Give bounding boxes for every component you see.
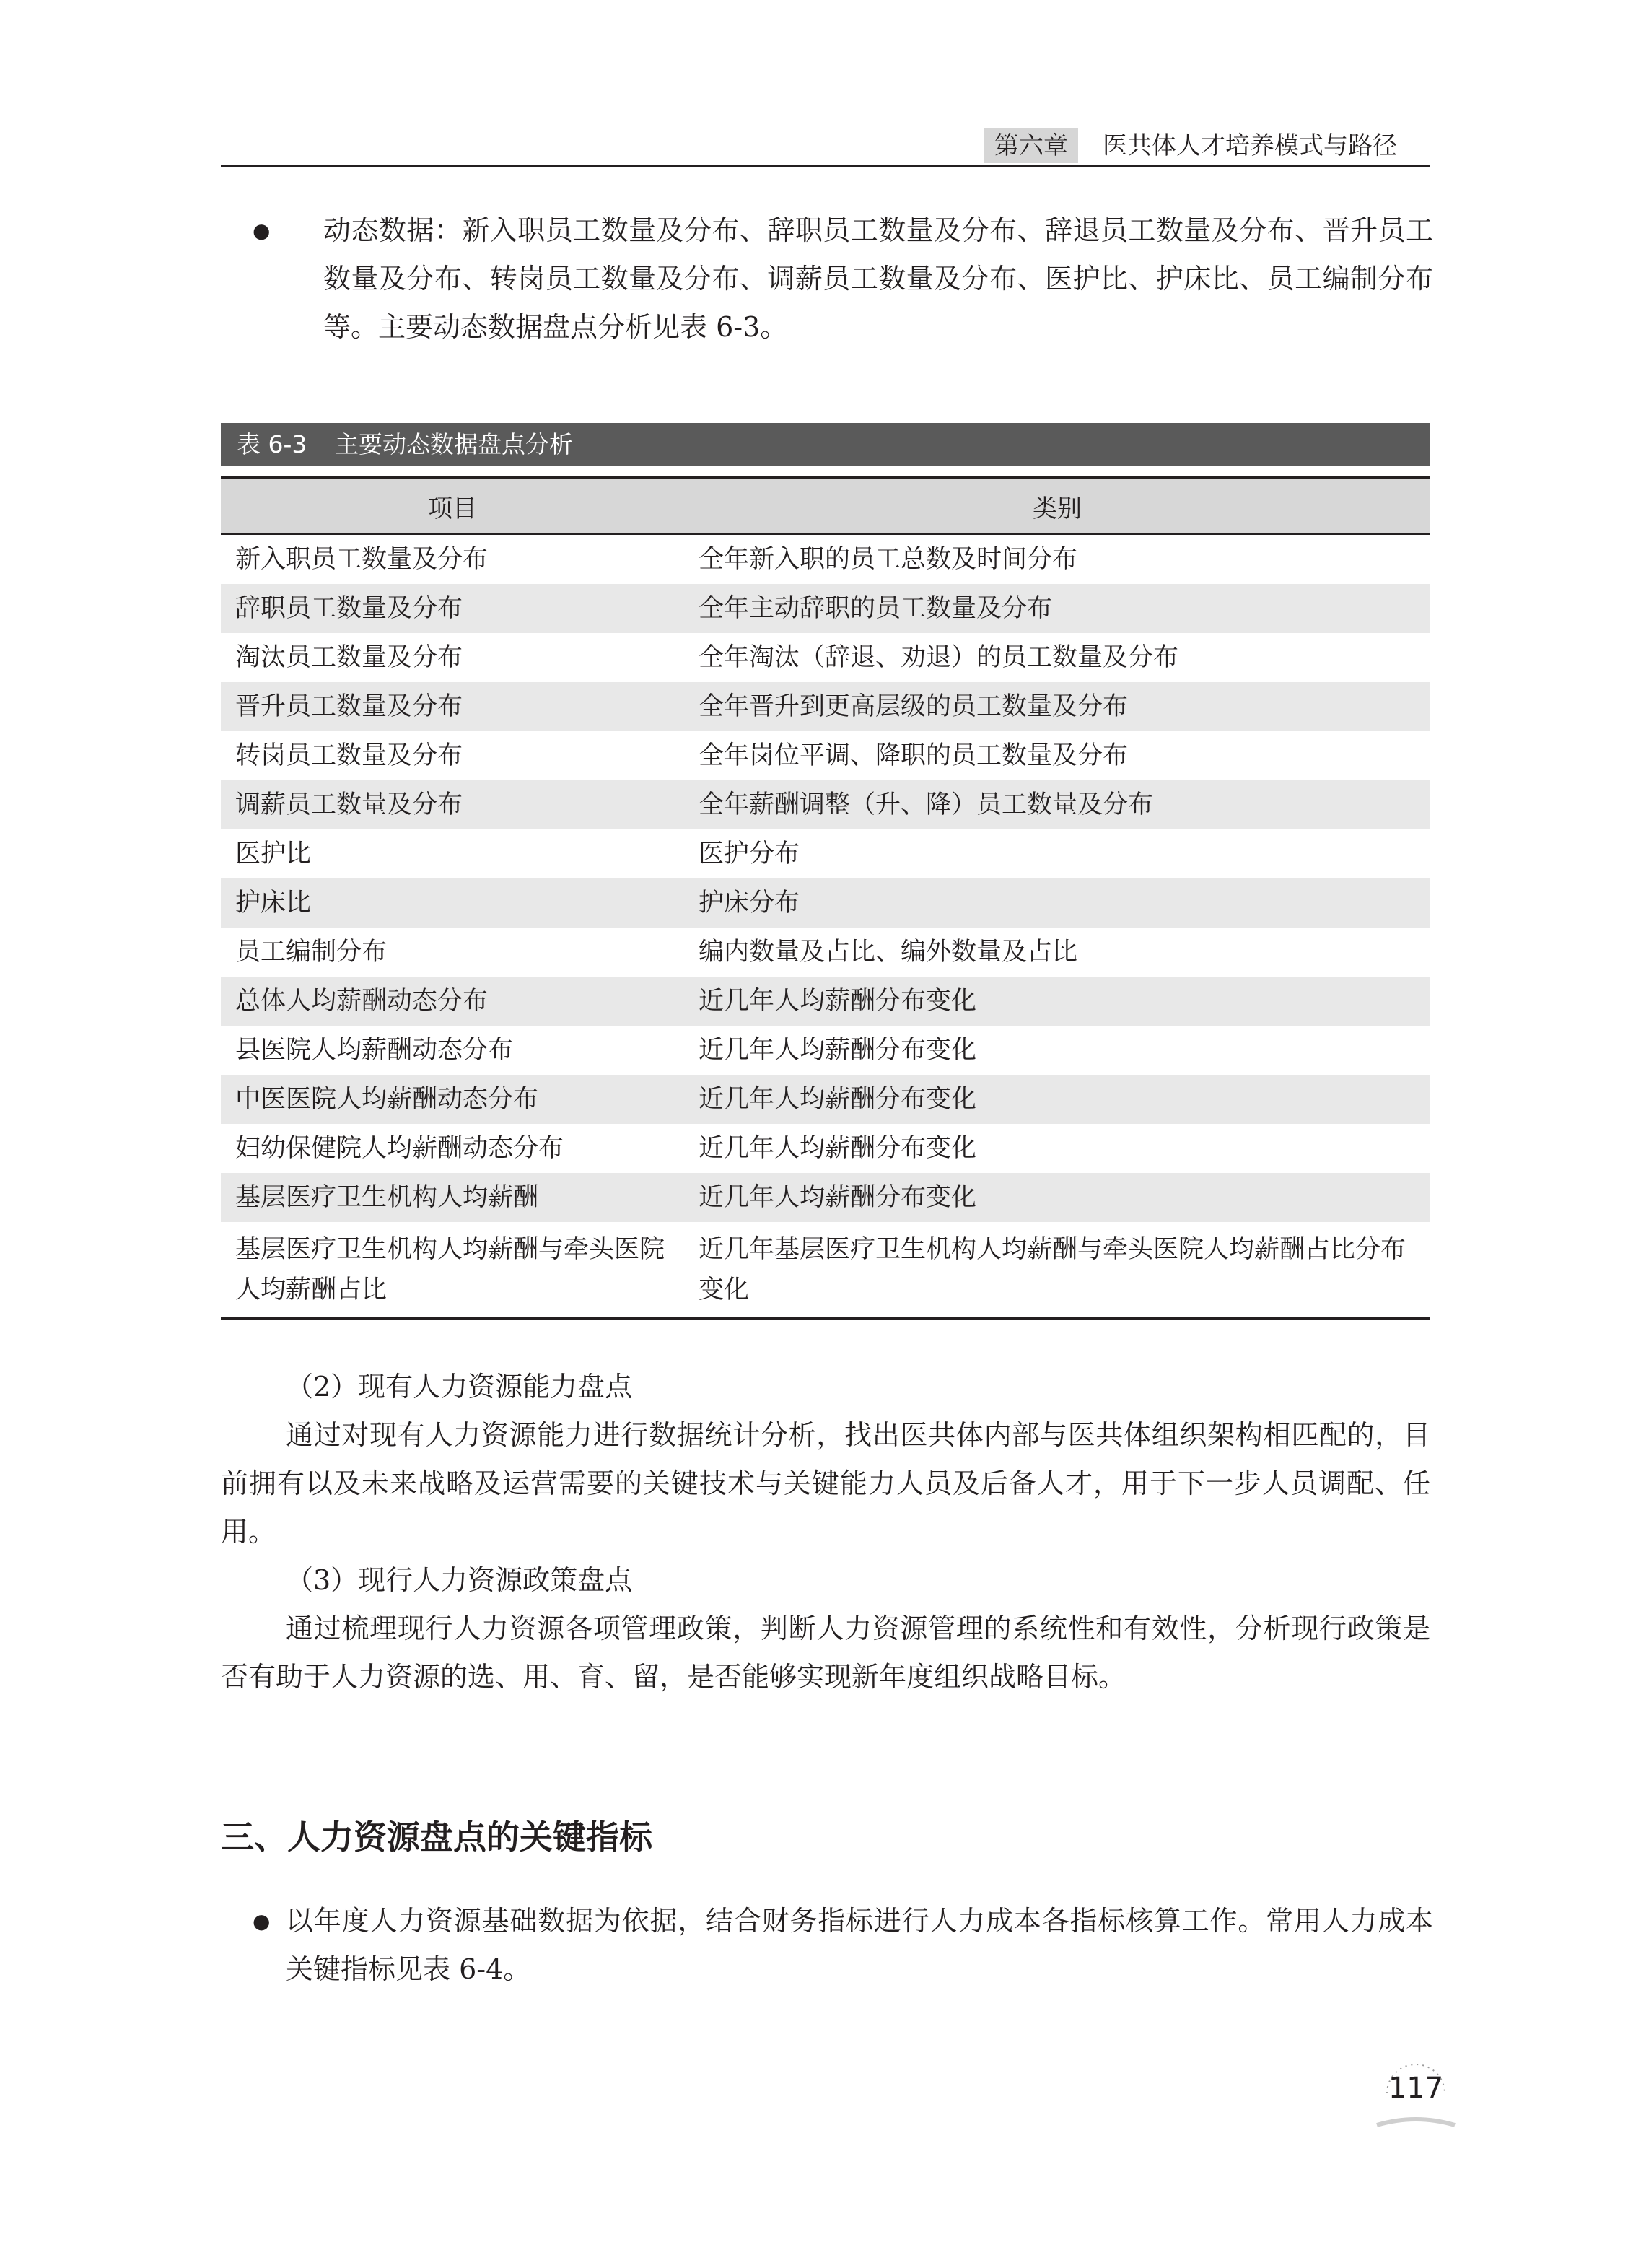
cell-item: 妇幼保健院人均薪酬动态分布 xyxy=(235,1134,564,1163)
table-row xyxy=(221,1026,1430,1075)
closing-bullet-text-content: 以年度人力资源基础数据为依据，结合财务指标进行人力成本各指标核算工作。常用人力成本关键指标见表 6-4。 xyxy=(286,1905,1433,1985)
subsection-text-2: 通过对现有人力资源能力进行数据统计分析，找出医共体内部与医共体组织架构相匹配的，目前拥有以及未来战略及运营需要的关键技术与关键能力人员及后备人才，用于下一步人员调配、任用。 xyxy=(221,1419,1430,1548)
cell-category: 近几年人均薪酬分布变化 xyxy=(699,1134,977,1163)
cell-item: 基层医疗卫生机构人均薪酬 xyxy=(235,1183,539,1212)
bullet-icon: ● xyxy=(253,219,271,243)
table-number: 表 6-3 xyxy=(237,430,307,458)
column-header-category: 类别 xyxy=(684,478,1430,534)
cell-category: 全年薪酬调整（升、降）员工数量及分布 xyxy=(699,790,1154,819)
cell-item: 晋升员工数量及分布 xyxy=(235,692,463,721)
table-row xyxy=(221,1173,1430,1222)
cell-category: 全年新入职的员工总数及时间分布 xyxy=(699,545,1078,574)
chapter-label: 第六章 xyxy=(984,128,1078,163)
table-row xyxy=(221,1075,1430,1124)
cell-item: 调薪员工数量及分布 xyxy=(235,790,463,819)
table-row xyxy=(221,780,1430,829)
cell-category: 编内数量及占比、编外数量及占比 xyxy=(699,938,1078,967)
cell-category: 全年岗位平调、降职的员工数量及分布 xyxy=(699,741,1129,770)
cell-item: 县医院人均薪酬动态分布 xyxy=(235,1036,514,1065)
subsection-heading-3: （3）现行人力资源政策盘点 xyxy=(286,1564,633,1596)
dynamic-data-table xyxy=(221,476,1430,1320)
table-row xyxy=(221,878,1430,928)
chapter-title: 医共体人才培养模式与路径 xyxy=(1103,131,1397,160)
table-row xyxy=(221,584,1430,633)
column-header-item: 项目 xyxy=(221,478,684,534)
cell-category: 近几年人均薪酬分布变化 xyxy=(699,1085,977,1114)
table-title: 主要动态数据盘点分析 xyxy=(335,430,573,458)
cell-category: 全年主动辞职的员工数量及分布 xyxy=(699,594,1053,623)
table-row xyxy=(221,977,1430,1026)
cell-item: 护床比 xyxy=(235,889,312,917)
table-row xyxy=(221,928,1430,977)
cell-item: 辞职员工数量及分布 xyxy=(235,594,463,623)
table-row xyxy=(221,829,1430,878)
closing-bullet-text xyxy=(248,1897,1433,1994)
cell-item: 转岗员工数量及分布 xyxy=(235,741,463,770)
cell-item: 淘汰员工数量及分布 xyxy=(235,643,463,672)
cell-item: 新入职员工数量及分布 xyxy=(235,545,489,574)
cell-category: 医护分布 xyxy=(699,839,800,868)
cell-item: 基层医疗卫生机构人均薪酬与牵头医院人均薪酬占比 xyxy=(221,1222,684,1319)
running-header xyxy=(221,128,1430,165)
closing-bullet-paragraph xyxy=(253,1897,1433,1994)
cell-category: 近几年人均薪酬分布变化 xyxy=(699,1183,977,1212)
section-heading: 三、人力资源盘点的关键指标 xyxy=(221,1818,652,1857)
cell-item: 员工编制分布 xyxy=(235,938,388,967)
table-row xyxy=(221,1124,1430,1173)
cell-category: 全年晋升到更高层级的员工数量及分布 xyxy=(699,692,1129,721)
table-caption xyxy=(221,423,1430,466)
table-header-row xyxy=(221,478,1430,534)
table-row xyxy=(221,633,1430,682)
cell-item: 中医医院人均薪酬动态分布 xyxy=(235,1085,539,1114)
table-row xyxy=(221,1222,1430,1319)
cell-category: 近几年人均薪酬分布变化 xyxy=(699,987,977,1016)
subsection-text-3: 通过梳理现行人力资源各项管理政策，判断人力资源管理的系统性和有效性，分析现行政策是否有助于人力资源的选、用、育、留，是否能够实现新年度组织战略目标。 xyxy=(221,1613,1430,1693)
bullet-icon: ● xyxy=(253,1909,271,1933)
header-rule xyxy=(221,165,1430,167)
table-row xyxy=(221,731,1430,780)
table-row xyxy=(221,534,1430,584)
intro-bullet-text: 动态数据：新入职员工数量及分布、辞职员工数量及分布、辞退员工数量及分布、晋升员工数量及分布、转岗员工数量及分布、调薪员工数量及分布、医护比、护床比、员工编制分布等。主要动态数据盘点分析见表 6-3。 xyxy=(323,214,1433,343)
table-row xyxy=(221,682,1430,731)
cell-item: 医护比 xyxy=(235,839,312,868)
intro-bullet-paragraph xyxy=(253,206,1433,352)
cell-category: 全年淘汰（辞退、劝退）的员工数量及分布 xyxy=(699,643,1179,672)
subsection-heading-2: （2）现有人力资源能力盘点 xyxy=(286,1371,633,1403)
cell-category: 近几年人均薪酬分布变化 xyxy=(699,1036,977,1065)
page-number: 117 xyxy=(1388,2072,1444,2105)
cell-item: 总体人均薪酬动态分布 xyxy=(235,987,489,1016)
cell-category: 护床分布 xyxy=(699,889,800,917)
cell-category: 近几年基层医疗卫生机构人均薪酬与牵头医院人均薪酬占比分布变化 xyxy=(684,1222,1430,1319)
page-number-badge xyxy=(1373,2050,1459,2137)
